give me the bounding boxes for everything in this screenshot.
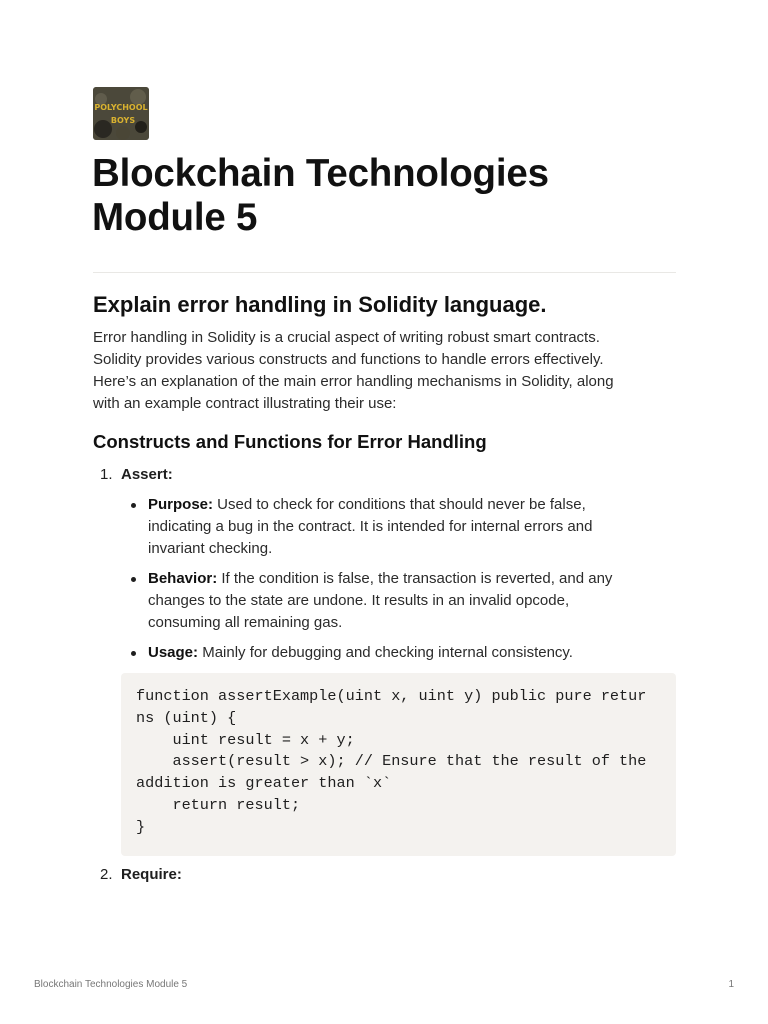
subheading: Constructs and Functions for Error Handling	[93, 431, 487, 452]
intro-line: Solidity provides various constructs and functions to handle errors effectively.	[93, 351, 604, 368]
bullet-behavior	[148, 568, 688, 634]
bullet-line: changes to the state are undone. It results in an invalid opcode,	[148, 592, 570, 609]
bullet-dot	[131, 651, 136, 656]
intro-line: Error handling in Solidity is a crucial aspect of writing robust smart contracts.	[93, 329, 600, 346]
code-line: ns (uint) {	[136, 708, 237, 727]
list-item-label	[121, 464, 173, 486]
require-label: Require:	[121, 866, 182, 883]
code-line: addition is greater than `x`	[136, 774, 392, 793]
bullet-line: Used to check for conditions that should never be false,	[213, 496, 586, 513]
page-number: 1	[728, 979, 734, 990]
intro-paragraph	[93, 327, 693, 415]
list-item-label	[121, 864, 182, 886]
bullet-line: consuming all remaining gas.	[148, 614, 343, 631]
code-line: }	[136, 817, 146, 836]
bullet-dot	[131, 577, 136, 582]
bullet-label: Usage:	[148, 644, 199, 661]
bullet-line: indicating a bug in the contract. It is intended for internal errors and	[148, 518, 593, 535]
page-title-line-1: Blockchain Technologies	[92, 152, 549, 195]
footer-title: Blockchain Technologies Module 5	[34, 979, 188, 990]
chalkboard-sign-icon	[93, 87, 149, 140]
bullet-line: If the condition is false, the transaction is reverted, and any	[217, 570, 613, 587]
bullet-usage	[148, 642, 688, 664]
code-line: assert(result > x); // Ensure that the result of the	[136, 752, 647, 771]
icon-text-line-1: POLYCHOOL	[94, 103, 148, 112]
code-text	[136, 686, 646, 839]
bullet-line: invariant checking.	[148, 540, 273, 557]
assert-label: Assert:	[121, 466, 173, 483]
icon-text-line-2: BOYS	[110, 116, 136, 125]
page-icon	[93, 87, 149, 140]
list-item-number: 1.	[100, 466, 113, 483]
code-block[interactable]	[121, 673, 676, 856]
bullet-purpose	[148, 494, 688, 560]
intro-line: Here’s an explanation of the main error handling mechanisms in Solidity, along	[93, 373, 614, 390]
title-divider	[93, 272, 676, 273]
list-item-number: 2.	[100, 866, 113, 883]
code-line: uint result = x + y;	[136, 730, 355, 749]
bullet-line: Mainly for debugging and checking internal consistency.	[198, 644, 573, 661]
bullet-label: Purpose:	[148, 496, 214, 513]
bullet-dot	[131, 503, 136, 508]
intro-line: with an example contract illustrating their use:	[93, 395, 397, 412]
section-heading: Explain error handling in Solidity language.	[93, 292, 547, 317]
bullet-label: Behavior:	[148, 570, 218, 587]
code-line: return result;	[136, 795, 301, 814]
page-title	[92, 152, 692, 240]
code-line: function assertExample(uint x, uint y) public pure retur	[136, 687, 647, 705]
page-title-line-2: Module 5	[92, 196, 258, 239]
